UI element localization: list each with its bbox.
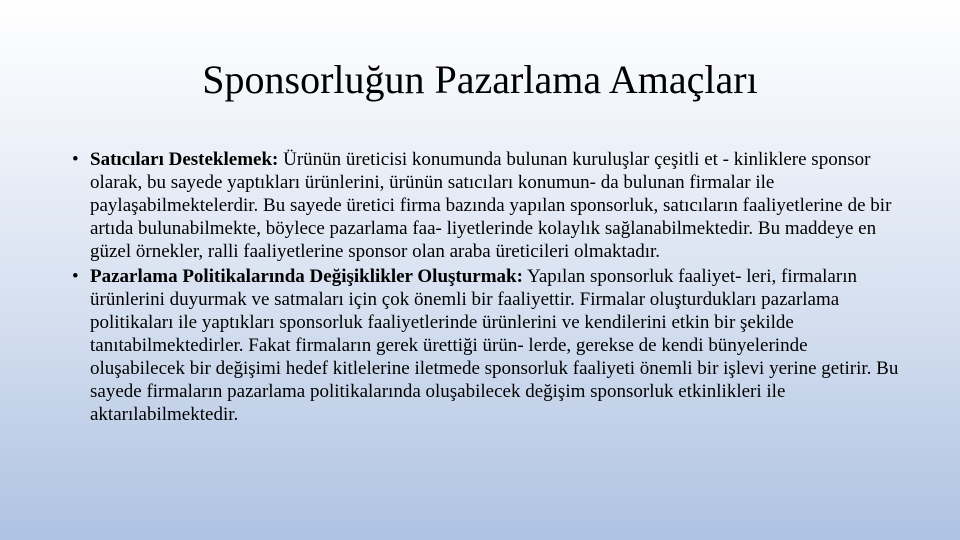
bullet-term: Satıcıları Desteklemek: <box>90 149 279 170</box>
bullet-text: Ürünün üreticisi konumunda bulunan kuruluşlar çeşitli et - kinliklere sponsor olarak, bu sayede yaptıkları ürünlerini, ürünün satıcıları konumun- da bulunan firmalar ile paylaşabilmektelerdir. Bu sayede üretici firma bazında yapılan sponsorluk, satıcıların faaliyetlerine de bir artıda bulunabilmekte, böylece pazarlama faa- liyetlerinde kolaylık sağlanabilmektedir. Bu maddeye en güzel örnekler, ralli faaliyetlerine sponsor olan araba üreticileri olmaktadır. <box>90 149 892 262</box>
bullet-item-saticilari-desteklemek <box>72 148 902 263</box>
slide-title: Sponsorluğun Pazarlama Amaçları <box>202 57 758 102</box>
bullet-marker: • <box>72 266 79 287</box>
bullet-text: Yapılan sponsorluk faaliyet- leri, firmaların ürünlerini duyurmak ve satmaları için çok önemli bir faaliyettir. Firmalar oluşturdukları pazarlama politikaları ile yaptıkları sponsorluk faaliyetlerinde ürünlerini ve kendilerini etkin bir şekilde tanıtabilmektedirler. Fakat firmaların gerek ürettiği ürün- lerde, gerekse de kendi bünyelerinde oluşabilecek bir değişimi hedef kitlelerine iletmede sponsorluk faaliyeti önemli bir işlevi yerine getirir. Bu sayede firmaların pazarlama politikalarında oluşabilecek değişim sponsorluk etkinlikleri ile aktarılabilmektedir. <box>90 266 899 425</box>
slide-content <box>72 148 902 428</box>
bullet-item-pazarlama-politikalari <box>72 265 902 426</box>
bullet-marker: • <box>72 149 79 170</box>
bullet-term: Pazarlama Politikalarında Değişiklikler Oluşturmak: <box>90 266 523 287</box>
